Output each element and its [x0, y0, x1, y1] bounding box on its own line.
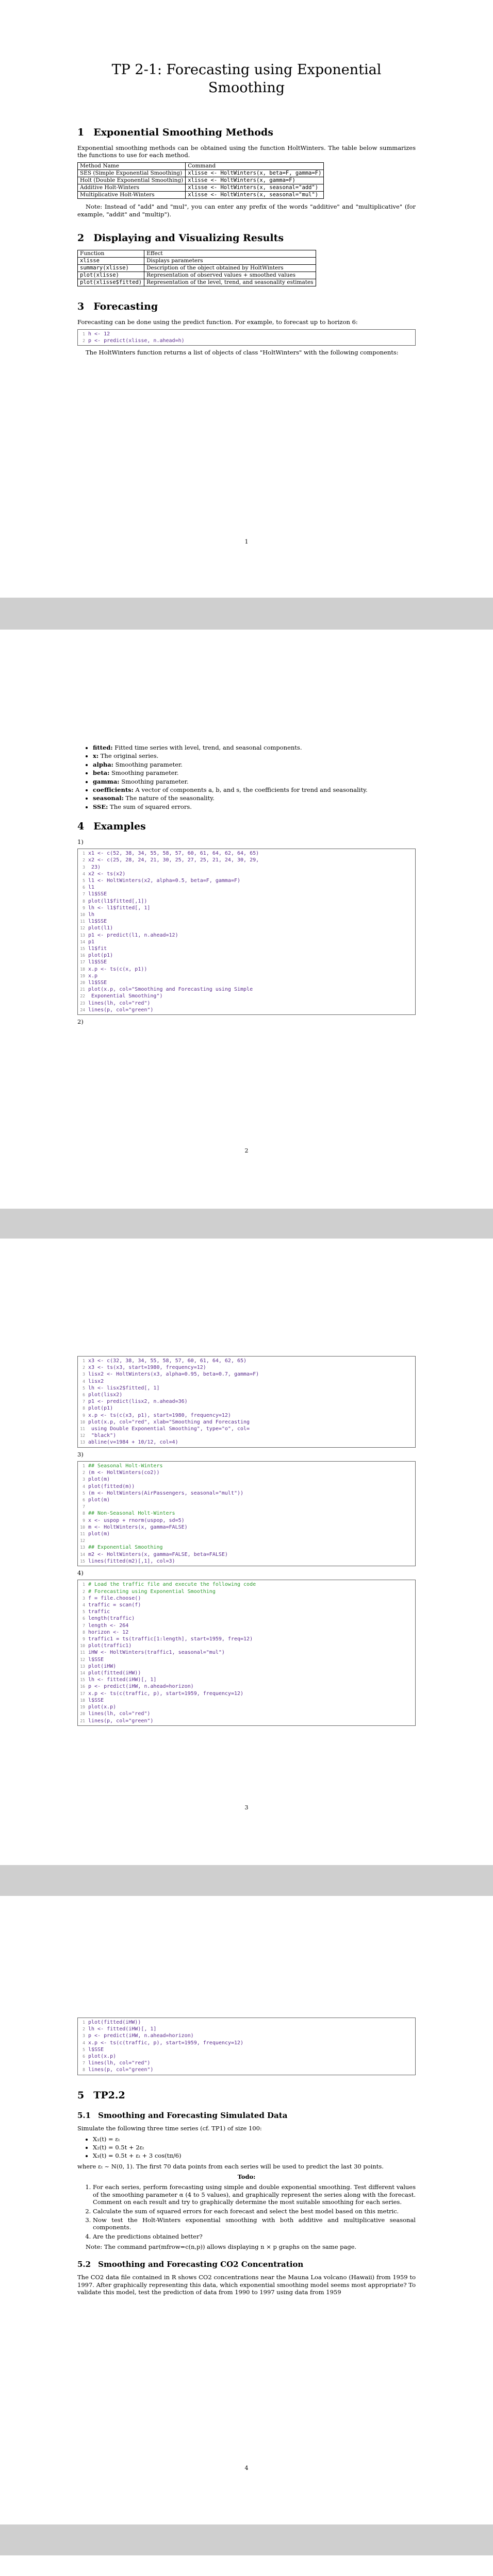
todo-label: Todo: [237, 2173, 256, 2180]
code-line: 8 plot(l1$fitted[,1]) [83, 898, 147, 904]
subsection-5-1-where: where εₜ ~ N(0, 1). The first 70 data points from each series will be used to predict the last 30 points. [77, 2162, 384, 2170]
components-list [77, 744, 416, 810]
code-line: 3 plot(m) [83, 1477, 110, 1483]
code-line: 13 ## Exponential Smoothing [80, 1545, 163, 1551]
code-line: 15 lines(fitted(m2)[,1], col=3) [80, 1558, 175, 1564]
page-1 [0, 0, 493, 598]
code-line: 18 l$SSE [80, 1697, 104, 1703]
code-line: 11 l1$SSE [80, 919, 107, 925]
code-line: 16 p <- predict(iHW, n.ahead=horizon) [80, 1684, 194, 1690]
code-line: 17 x.p <- ts(c(traffic, p), start=1959, frequency=12) [80, 1690, 244, 1697]
table-row: plot(xlisse$fitted) Representation of the level, trend, and seasonality estimates [78, 279, 316, 286]
code-line: 2 (m <- HoltWinters(co2)) [83, 1470, 160, 1476]
code-line: 19 x.p [80, 973, 98, 979]
code-line: 9 traffic1 = ts(traffic[1:length], start=1959, freq=12) [83, 1636, 253, 1642]
example-3-label: 3) [77, 1450, 84, 1458]
example-1-label: 1) [77, 838, 84, 845]
list-item: • X₂(t) = 0.5t + 2εₜ [93, 2144, 416, 2151]
code-line: 12 l$SSE [80, 1656, 104, 1663]
subsection-5-2-heading: 5.2 Smoothing and Forecasting CO2 Concentration [77, 2260, 304, 2269]
list-item: • fitted: Fitted time series with level, trend, and seasonal components. [93, 744, 416, 751]
code-line: 14 m2 <- HoltWinters(x, gamma=FALSE, beta=FALSE) [80, 1551, 228, 1557]
code-block-example-3 [77, 1461, 416, 1566]
page-number: 2 [244, 1147, 249, 1154]
code-line: 6 l1 [83, 885, 95, 891]
table-header-row: Method Name Command [78, 162, 324, 170]
table-row: plot(xlisse) Representation of observed values + smoothed values [78, 272, 316, 279]
code-line: 19 plot(x.p) [80, 1704, 117, 1710]
list-item: 2. Calculate the sum of squared errors for each forecast and select the best model based on this metric. [93, 2208, 416, 2215]
code-line: 13 abline(v=1984 + 10/12, col=4) [80, 1439, 178, 1446]
section-3-heading: 3 Forecasting [77, 301, 158, 313]
code-line: 12 [80, 1538, 85, 1544]
table-row: summary(xlisse) Description of the object obtained by HoltWinters [78, 265, 316, 272]
code-line: 4 traffic = scan(f) [83, 1602, 141, 1608]
code-line: 20 lines(lh, col="red") [80, 1711, 151, 1717]
functions-table [77, 250, 316, 287]
section-2-heading: 2 Displaying and Visualizing Results [77, 232, 284, 244]
code-line: 4 x2 <- ts(x2) [83, 871, 126, 877]
page-title [77, 61, 416, 97]
code-line: 2 p <- predict(xlisse, n.ahead=h) [83, 337, 185, 344]
section-3-after: The HoltWinters function returns a list of objects of class "HoltWinters" with the following components: [86, 348, 399, 356]
list-item: 3. Now test the Holt-Winters exponential smoothing with both additive and multiplicative seasonal components. [93, 2216, 416, 2231]
subsection-5-1-intro: Simulate the following three time series (cf. TP1) of size 100: [77, 2125, 262, 2132]
list-item: • X₁(t) = εₜ [93, 2136, 416, 2143]
code-line: 6 plot(x.p) [83, 2054, 117, 2060]
section-3-intro: Forecasting can be done using the predict function. For example, to forecast up to horizon 6: [77, 318, 358, 326]
code-line: 9 lh <- l1$fitted[, 1] [83, 905, 151, 911]
code-block-forecast [77, 329, 416, 346]
list-item: • gamma: Smoothing parameter. [93, 778, 416, 785]
code-block-example-4 [77, 1580, 416, 1725]
code-line: 12 plot(l1) [80, 925, 113, 931]
subsection-5-2-text: The CO2 data file contained in R shows CO2 concentrations near the Mauna Loa volcano (Hawaii) from 1959 to 1997. After graphically representing this data, which exponential smoothing model seems most appropriate? To validate this model, test the prediction of data from 1990 to 1997 using data from 1959 [77, 2274, 416, 2296]
list-item: • coefficients: A vector of components a, b, and s, the coefficients for trend and seasonality. [93, 786, 416, 793]
code-line: 7 length <- 264 [83, 1622, 129, 1629]
code-line: 6 plot(m) [83, 1497, 110, 1503]
code-block-example-2 [77, 1356, 416, 1448]
title-line-2: Smoothing [208, 80, 285, 96]
code-line: 1 h <- 12 [83, 331, 110, 337]
page-4 [0, 1896, 493, 2524]
code-line: 3 p <- predict(iHW, n.ahead=horizon) [83, 2033, 194, 2039]
code-line: 3 23) [83, 864, 101, 870]
code-line: 2 x3 <- ts(x3, start=1980, frequency=12) [83, 1365, 206, 1371]
code-line: 24 lines(p, col="green") [80, 1007, 154, 1013]
code-line: 11 iHW <- HoltWinters(traffic1, seasonal="mul") [80, 1650, 225, 1656]
code-line: 9 x <- uspop + rnorm(uspop, sd=5) [83, 1517, 185, 1523]
code-line: 3 f = file.choose() [83, 1595, 141, 1601]
list-item: • seasonal: The nature of the seasonality. [93, 794, 416, 802]
code-line: 7 l1$SSE [83, 891, 107, 897]
list-item: • X₃(t) = 0.5t + εₜ + 3 cos(tπ/6) [93, 2152, 416, 2159]
code-line: 10 plot(traffic1) [80, 1643, 132, 1649]
code-line: 8 lines(p, col="green") [83, 2067, 154, 2073]
code-line: 2 lh <- fitted(iHW)[, 1] [83, 2026, 157, 2032]
title-line-1: TP 2-1: Forecasting using Exponential [111, 62, 382, 78]
list-item: 4. Are the predictions obtained better? [93, 2233, 416, 2240]
code-line: 2 x2 <- c(25, 28, 24, 21, 30, 25, 27, 25, 21, 24, 30, 29, [83, 857, 259, 863]
code-line: 18 x.p <- ts(c(x, p1)) [80, 966, 147, 972]
code-line: 1 # Load the traffic file and execute the following code [83, 1582, 256, 1588]
section-1-intro: Exponential smoothing methods can be obtained using the function HoltWinters. The table below summarizes the functions to use for each method. [77, 144, 416, 159]
code-line: 15 lh <- fitted(iHW)[, 1] [80, 1677, 157, 1683]
code-block-continued [77, 2018, 416, 2075]
code-line: 22 Exponential Smoothing") [80, 993, 163, 999]
code-line: 5 lh <- lisx2$fitted[, 1] [83, 1385, 160, 1391]
code-line: 20 l1$SSE [80, 979, 107, 986]
code-line: 21 plot(x.p, col="Smoothing and Forecasting using Simple [80, 987, 253, 993]
code-line: 10 m <- HoltWinters(x, gamma=FALSE) [80, 1524, 188, 1530]
code-line: 14 p1 [80, 939, 95, 945]
code-line: 8 plot(p1) [83, 1405, 113, 1412]
code-line: 13 plot(iHW) [80, 1663, 117, 1669]
code-line: 9 x.p <- ts(c(x3, p1), start=1980, frequency=12) [83, 1412, 231, 1418]
code-line: 7 [83, 1504, 85, 1510]
section-5-heading: 5 TP2.2 [77, 2089, 125, 2101]
code-line: 5 traffic [83, 1609, 110, 1615]
table-row: Additive Holt-Winters xlisse <- HoltWinters(x, seasonal="add") [78, 184, 324, 192]
code-line: 5 l1 <- HoltWinters(x2, alpha=0.5, beta=F, gamma=F) [83, 877, 241, 884]
page-3 [0, 1239, 493, 1865]
code-line: 8 horizon <- 12 [83, 1629, 129, 1635]
todo-list [77, 2183, 416, 2240]
code-line: 1 x3 <- c(32, 38, 34, 55, 58, 57, 60, 61, 64, 62, 65) [83, 1358, 247, 1364]
code-line: 1 plot(fitted(iHW)) [83, 2020, 141, 2025]
code-line: 1 x1 <- c(52, 38, 34, 55, 58, 57, 60, 61, 64, 62, 64, 65) [83, 851, 259, 857]
table-header-row: Function Effect [78, 250, 316, 257]
code-line: 4 x.p <- ts(c(traffic, p), start=1959, frequency=12) [83, 2040, 244, 2046]
code-line: 7 lines(lh, col="red") [83, 2060, 151, 2066]
table-row: SES (Simple Exponential Smoothing) xlisse <- HoltWinters(x, beta=F, gamma=F) [78, 170, 324, 177]
page-number: 4 [244, 2465, 249, 2471]
table-row: xlisse Displays parameters [78, 257, 316, 264]
code-line: 6 plot(lisx2) [83, 1392, 123, 1398]
code-line: 10 plot(x.p, col="red", xlab="Smoothing and Forecasting [80, 1419, 250, 1425]
table-row: Holt (Double Exponential Smoothing) xlisse <- HoltWinters(x, gamma=F) [78, 177, 324, 184]
code-line: 11 plot(m) [80, 1531, 110, 1537]
list-item: • beta: Smoothing parameter. [93, 769, 416, 776]
code-line: 23 lines(lh, col="red") [80, 1000, 151, 1006]
methods-table [77, 162, 324, 199]
list-item: • SSE: The sum of squared errors. [93, 803, 416, 810]
code-line: 17 l1$SSE [80, 959, 107, 965]
series-list [77, 2136, 416, 2160]
code-line: 12 "black") [80, 1433, 117, 1439]
example-2-label: 2) [77, 1018, 84, 1025]
code-block-example-1 [77, 849, 416, 1015]
subsection-5-1-note: Note: The command par(mfrow=c(n,p)) allows displaying n × p graphs on the same page. [86, 2243, 357, 2250]
code-line: 2 # Forecasting using Exponential Smoothing [83, 1588, 216, 1595]
example-4-label: 4) [77, 1569, 84, 1577]
code-line: 5 l$SSE [83, 2046, 104, 2053]
section-1-note: Note: Instead of "add" and "mul", you can enter any prefix of the words "additive" and "multiplicative" (for example, "addit" and "multip"). [77, 203, 416, 218]
page-number: 3 [244, 1804, 249, 1811]
code-line: 1 ## Seasonal Holt-Winters [83, 1463, 163, 1469]
code-line: 5 (m <- HoltWinters(AirPassengers, seasonal="mult")) [83, 1490, 244, 1496]
section-1-heading: 1 Exponential Smoothing Methods [77, 127, 273, 139]
table-row: Multiplicative Holt-Winters xlisse <- HoltWinters(x, seasonal="mul") [78, 192, 324, 199]
list-item: • x: The original series. [93, 752, 416, 759]
code-line: 7 p1 <- predict(lisx2, n.ahead=36) [83, 1399, 188, 1405]
list-item: 1. For each series, perform forecasting using simple and double exponential smoothing. Test different values of the smoothing parameter α (4 to 5 values), and graphically represent the series along with the forecast. Comment on each result and try to graphically determine the most suitable smoothing for each series. [93, 2183, 416, 2206]
code-line: 4 lisx2 [83, 1378, 104, 1384]
code-line: 10 lh [80, 911, 95, 918]
code-line: 6 length(traffic) [83, 1616, 135, 1622]
page-5 [0, 2555, 493, 2576]
code-line: 4 plot(fitted(m)) [83, 1483, 135, 1489]
code-line: 13 p1 <- predict(l1, n.ahead=12) [80, 932, 178, 938]
section-4-heading: 4 Examples [77, 821, 146, 832]
code-line: 8 ## Non-Seasonal Holt-Winters [83, 1511, 175, 1517]
page-number: 1 [244, 538, 249, 545]
code-line: 11 using Double Exponential Smoothing", type="o", col= [80, 1426, 250, 1432]
code-line: 21 lines(p, col="green") [80, 1718, 154, 1724]
code-line: 14 plot(fitted(iHW)) [80, 1670, 141, 1676]
code-line: 3 lisx2 <- HoltWinters(x3, alpha=0.95, beta=0.7, gamma=F) [83, 1371, 259, 1378]
list-item: • alpha: Smoothing parameter. [93, 761, 416, 768]
page-2 [0, 630, 493, 1209]
subsection-5-1-heading: 5.1 Smoothing and Forecasting Simulated Data [77, 2111, 288, 2121]
code-line: 16 plot(p1) [80, 953, 113, 959]
code-line: 15 l1$fit [80, 945, 107, 952]
